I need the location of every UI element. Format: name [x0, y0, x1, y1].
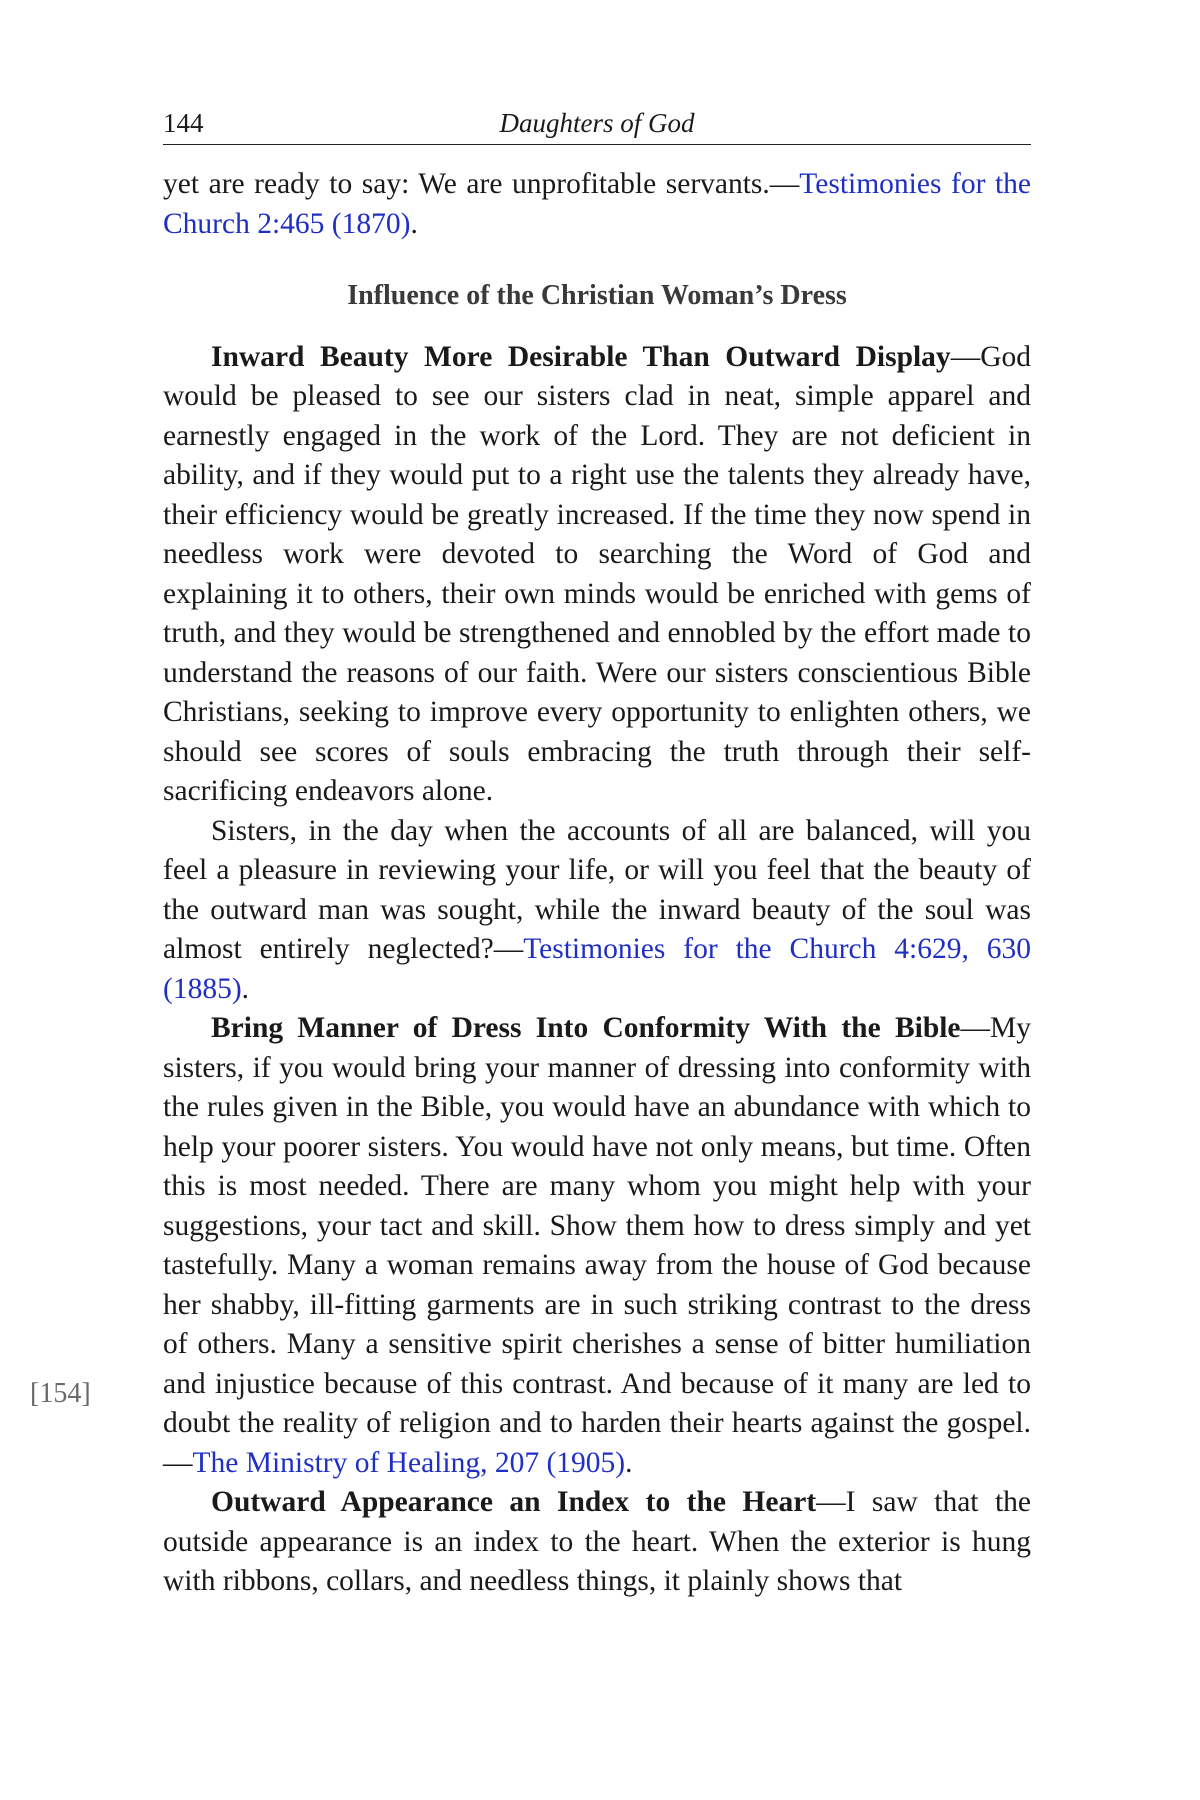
- paragraph-heading: Outward Appearance an Index to the Heart: [211, 1486, 817, 1518]
- running-header: [163, 108, 1031, 145]
- paragraph-text: —I saw that the outside appearance is an index to the heart. When the exterior is hung with ribbons, collars, and needless things, it plainly shows that: [163, 1486, 1031, 1597]
- book-title: Daughters of God: [499, 108, 695, 138]
- paragraph-end: .: [625, 1446, 633, 1479]
- paragraph-end: .: [241, 972, 250, 1005]
- margin-page-reference: [154]: [30, 1378, 91, 1409]
- section-heading: Influence of the Christian Woman’s Dress: [347, 280, 847, 311]
- paragraph-text: Sisters, in the day when the accounts of all are balanced, will you feel a pleasure in reviewing your life, or will you feel that the beauty of the outward man was sought, while the inward beauty of the soul was almost entirely neglected?—: [163, 814, 1031, 965]
- intro-paragraph: [163, 165, 1031, 244]
- intro-end: .: [410, 207, 418, 240]
- paragraph-manner-of-dress: [163, 1009, 1031, 1483]
- intro-text: yet are ready to say: We are unprofitable servants.—: [163, 168, 800, 200]
- paragraph-sisters: [163, 812, 1031, 1010]
- body-text: [163, 165, 1031, 1602]
- paragraph-heading: Inward Beauty More Desirable Than Outward Display: [211, 340, 951, 373]
- citation-link[interactable]: Testimonies for the Church 2:465 (1870): [163, 168, 1031, 240]
- citation-link[interactable]: The Ministry of Healing, 207 (1905): [192, 1446, 626, 1479]
- citation-link[interactable]: Testimonies for the Church 4:629, 630 (1885): [163, 933, 1031, 1005]
- paragraph-heading: Bring Manner of Dress Into Conformity With the Bible: [211, 1012, 961, 1044]
- paragraph-inward-beauty: [163, 338, 1031, 812]
- paragraph-text: —God would be pleased to see our sisters clad in neat, simple apparel and earnestly engaged in the work of the Lord. They are not deficient in ability, and if they would put to a right use the talents they already have, their efficiency would be greatly increased. If the time they now spend in needless work were devoted to searching the Word of God and explaining it to others, their own minds would be enriched with gems of truth, and they would be strengthened and ennobled by the effort made to understand the reasons of our faith. Were our sisters conscientious Bible Christians, seeking to improve every opportunity to enlighten others, we should see scores of souls embracing the truth through their self-sacrificing endeavors alone.: [163, 340, 1031, 807]
- page-number: 144: [163, 108, 204, 138]
- paragraph-outward-appearance: [163, 1483, 1031, 1602]
- paragraph-text: —My sisters, if you would bring your manner of dressing into conformity with the rules given in the Bible, you would have an abundance with which to help your poorer sisters. You would have not only means, but time. Often this is most needed. There are many whom you might help with your suggestions, your tact and skill. Show them how to dress simply and yet tastefully. Many a woman remains away from the house of God because her shabby, ill-fitting garments are in such striking contrast to the dress of others. Many a sensitive spirit cherishes a sense of bitter humiliation and injustice because of this contrast. And because of it many are led to doubt the reality of religion and to harden their hearts against the gospel.—: [163, 1012, 1031, 1479]
